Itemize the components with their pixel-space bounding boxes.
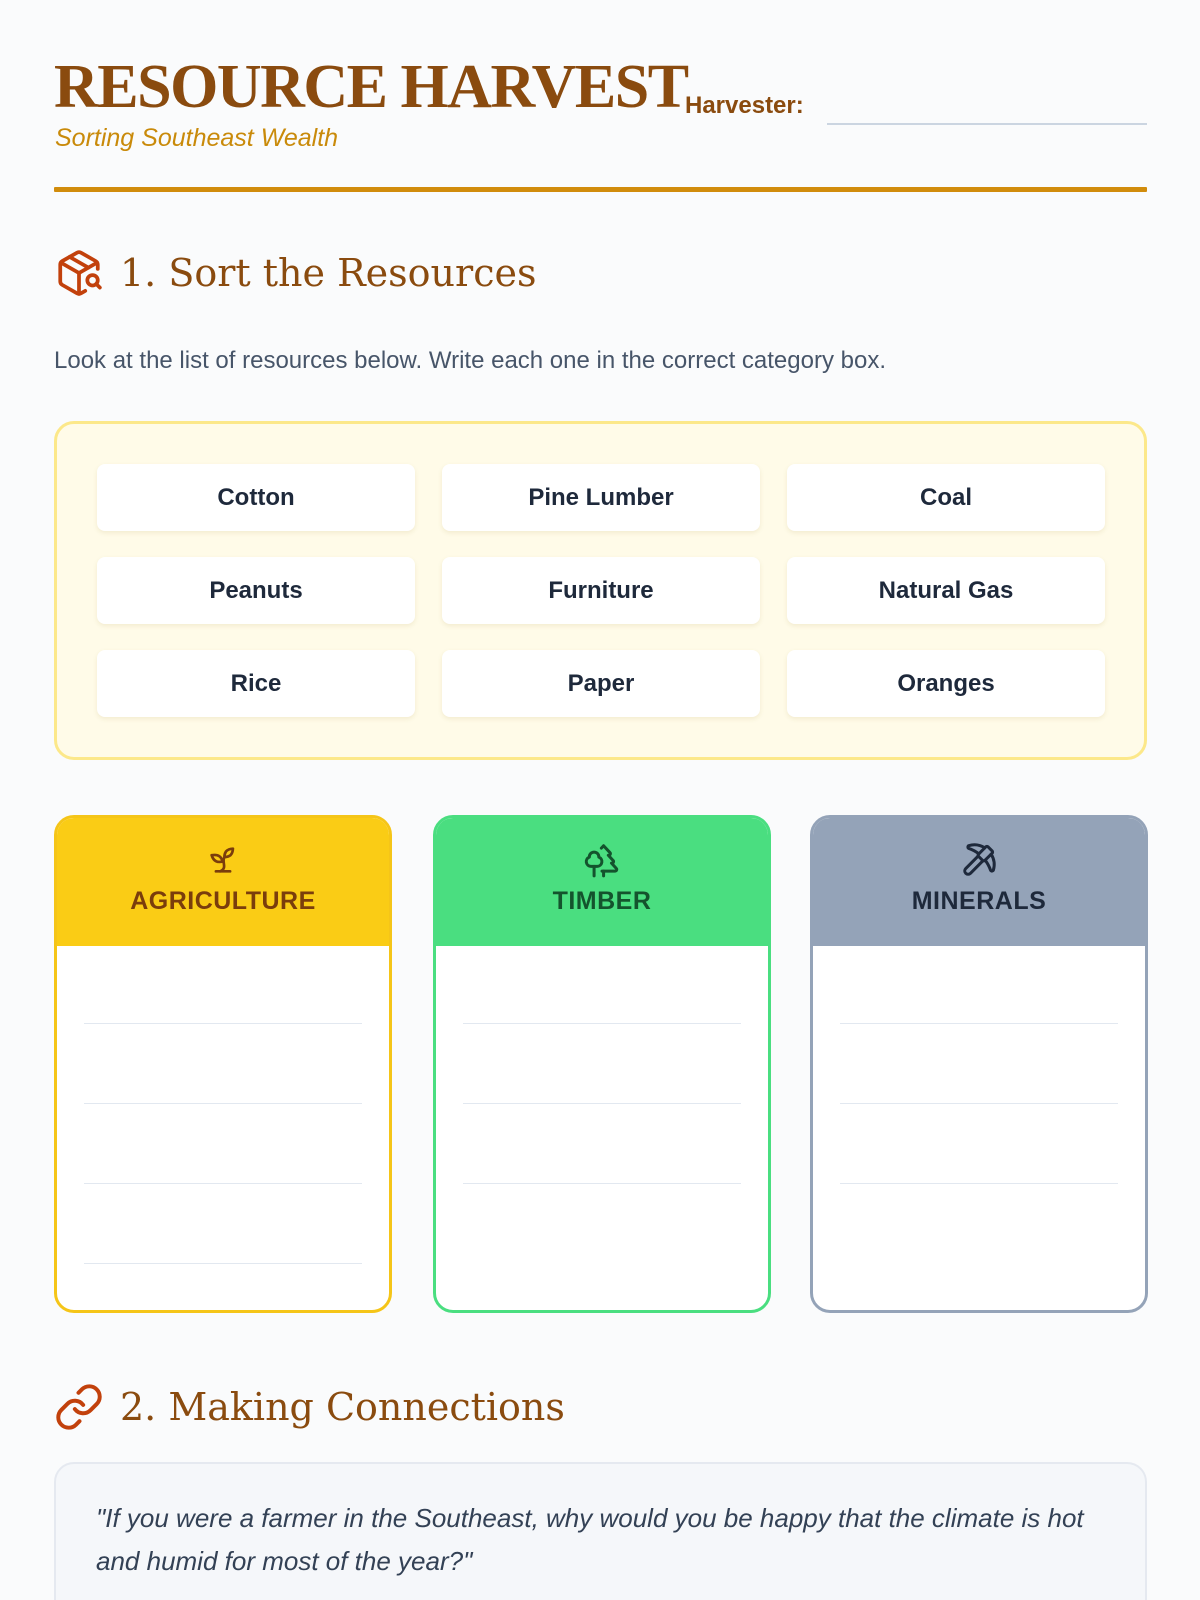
word-bank (54, 421, 1147, 760)
package-search-icon (54, 248, 104, 298)
writing-line (840, 1023, 1118, 1024)
resource-chip-oranges[interactable]: Oranges (787, 650, 1105, 717)
category-agriculture-title: AGRICULTURE (130, 887, 316, 915)
category-minerals-writing-area[interactable] (813, 946, 1145, 1313)
writing-line (463, 1183, 741, 1184)
sprout-icon (206, 841, 240, 879)
question-box (54, 1462, 1147, 1600)
worksheet-page (54, 0, 1147, 1576)
section-sort-heading (54, 248, 536, 298)
harvester-name-field[interactable] (827, 123, 1147, 125)
section-connections-heading (54, 1382, 565, 1432)
resource-chip-natural-gas[interactable]: Natural Gas (787, 557, 1105, 624)
category-timber-header (436, 818, 768, 946)
resource-chip-pine-lumber[interactable]: Pine Lumber (442, 464, 760, 531)
category-timber-title: TIMBER (552, 887, 652, 915)
resource-chip-furniture[interactable]: Furniture (442, 557, 760, 624)
harvester-label: Harvester: (685, 92, 804, 119)
category-agriculture-box (54, 815, 392, 1313)
worksheet-header (54, 0, 1147, 195)
writing-line (84, 1263, 362, 1264)
resource-chip-cotton[interactable]: Cotton (97, 464, 415, 531)
writing-line (463, 1103, 741, 1104)
link-icon (54, 1382, 104, 1432)
writing-line (463, 1023, 741, 1024)
resource-chip-rice[interactable]: Rice (97, 650, 415, 717)
writing-line (84, 1103, 362, 1104)
writing-line (84, 1183, 362, 1184)
resource-chip-paper[interactable]: Paper (442, 650, 760, 717)
trees-icon (583, 841, 621, 879)
section-sort-title: 1. Sort the Resources (120, 251, 537, 295)
writing-line (840, 1103, 1118, 1104)
category-minerals-title: MINERALS (911, 887, 1047, 915)
writing-line (840, 1183, 1118, 1184)
connection-question: "If you were a farmer in the Southeast, why would you be happy that the climate is hot and humid for most of the year?" (96, 1503, 1084, 1576)
category-agriculture-writing-area[interactable] (57, 946, 389, 1313)
category-minerals-box (810, 815, 1148, 1313)
resource-chip-coal[interactable]: Coal (787, 464, 1105, 531)
category-minerals-header (813, 818, 1145, 946)
sort-instructions: Look at the list of resources below. Write each one in the correct category box. (54, 347, 886, 374)
page-subtitle: Sorting Southeast Wealth (55, 124, 339, 152)
category-timber-box (433, 815, 771, 1313)
section-connections-title: 2. Making Connections (120, 1385, 565, 1429)
pickaxe-icon (960, 841, 998, 879)
category-timber-writing-area[interactable] (436, 946, 768, 1313)
writing-line (84, 1023, 362, 1024)
resource-chip-peanuts[interactable]: Peanuts (97, 557, 415, 624)
header-divider (54, 187, 1147, 192)
category-agriculture-header (57, 818, 389, 946)
page-title: RESOURCE HARVEST (54, 53, 688, 121)
